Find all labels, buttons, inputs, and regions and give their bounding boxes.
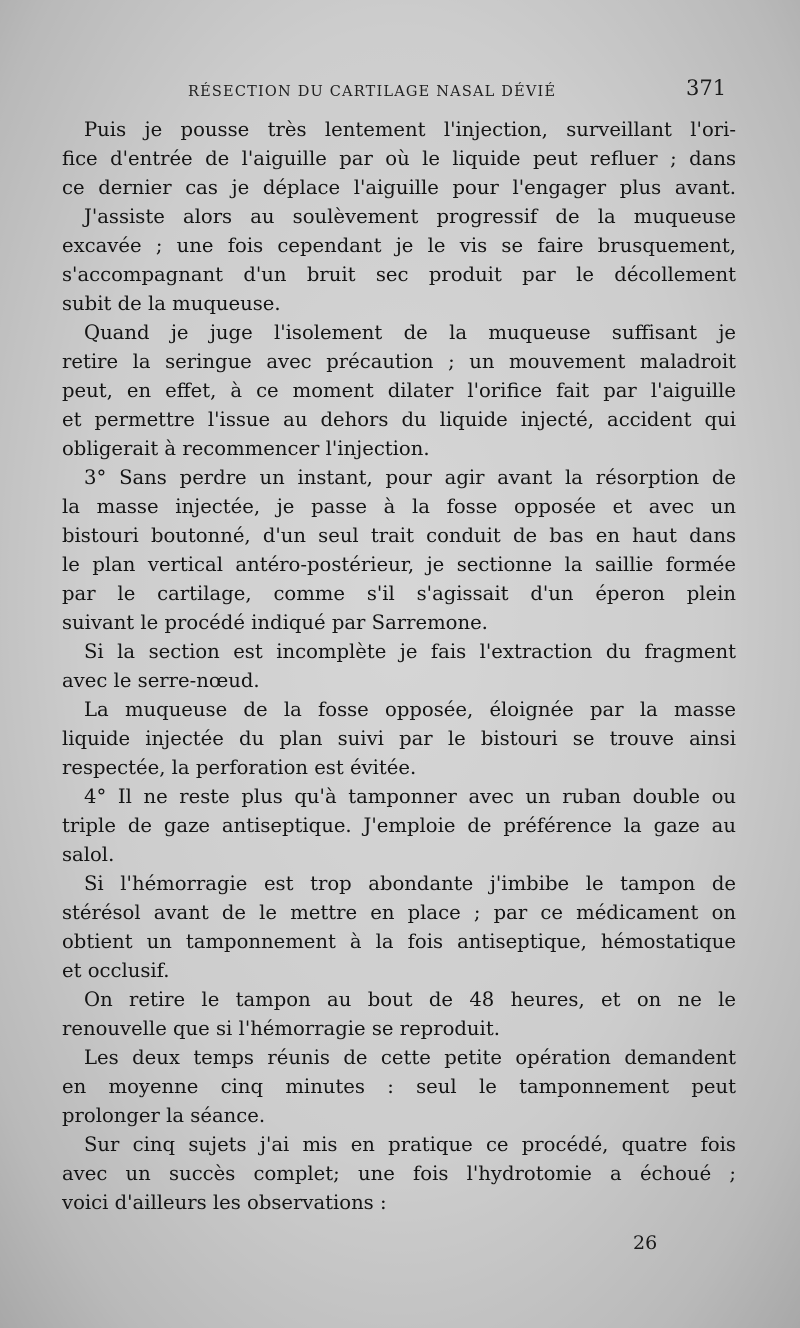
text-line: suivant le procédé indiqué par Sarremone.: [62, 611, 488, 634]
text-line: fice d'entrée de l'aiguille par où le liquide peut refluer ; dans: [62, 147, 736, 170]
page-number: 371: [686, 76, 727, 100]
text-line: On retire le tampon au bout de 48 heures, et on ne le: [84, 988, 736, 1011]
text-line: respectée, la perforation est évitée.: [62, 756, 417, 779]
text-line: excavée ; une fois cependant je le vis se faire brusquement,: [62, 234, 736, 257]
text-line: peut, en effet, à ce moment dilater l'orifice fait par l'aiguille: [62, 379, 736, 402]
text-line: voici d'ailleurs les observations :: [62, 1191, 387, 1214]
text-line: 4° Il ne reste plus qu'à tamponner avec un ruban double ou: [84, 785, 736, 808]
text-line: la masse injectée, je passe à la fosse opposée et avec un: [62, 495, 736, 518]
text-line: Sur cinq sujets j'ai mis en pratique ce procédé, quatre fois: [84, 1133, 736, 1156]
text-line: avec un succès complet; une fois l'hydrotomie a échoué ;: [62, 1162, 736, 1185]
text-line: stérésol avant de le mettre en place ; par ce médicament on: [62, 901, 736, 924]
text-line: ce dernier cas je déplace l'aiguille pour l'engager plus avant.: [62, 176, 736, 199]
text-line: 3° Sans perdre un instant, pour agir avant la résorption de: [84, 466, 736, 489]
text-line: obligerait à recommencer l'injection.: [62, 437, 430, 460]
text-line: salol.: [62, 843, 115, 866]
text-line: Puis je pousse très lentement l'injection, surveillant l'ori-: [84, 118, 736, 141]
text-line: avec le serre-nœud.: [62, 669, 260, 692]
text-line: prolonger la séance.: [62, 1104, 266, 1127]
text-line: Si la section est incomplète je fais l'extraction du fragment: [84, 640, 736, 663]
text-line: s'accompagnant d'un bruit sec produit par le décollement: [62, 263, 736, 286]
running-title: RÉSECTION DU CARTILAGE NASAL DÉVIÉ: [188, 84, 557, 100]
page-header: [0, 76, 800, 106]
text-line: J'assiste alors au soulèvement progressif de la muqueuse: [84, 205, 736, 228]
text-line: liquide injectée du plan suivi par le bistouri se trouve ainsi: [62, 727, 736, 750]
signature-number: 26: [633, 1232, 658, 1254]
text-line: La muqueuse de la fosse opposée, éloignée par la masse: [84, 698, 736, 721]
text-line: triple de gaze antiseptique. J'emploie de préférence la gaze au: [62, 814, 736, 837]
text-line: et occlusif.: [62, 959, 170, 982]
text-line: obtient un tamponnement à la fois antiseptique, hémostatique: [62, 930, 736, 953]
text-line: Quand je juge l'isolement de la muqueuse suffisant je: [84, 321, 736, 344]
text-line: subit de la muqueuse.: [62, 292, 281, 315]
text-line: renouvelle que si l'hémorragie se reproduit.: [62, 1017, 500, 1040]
text-line: en moyenne cinq minutes : seul le tamponnement peut: [62, 1075, 736, 1098]
text-line: Si l'hémorragie est trop abondante j'imbibe le tampon de: [84, 872, 736, 895]
text-line: retire la seringue avec précaution ; un mouvement maladroit: [62, 350, 736, 373]
text-line: bistouri boutonné, d'un seul trait conduit de bas en haut dans: [62, 524, 736, 547]
text-line: le plan vertical antéro-postérieur, je sectionne la saillie formée: [62, 553, 736, 576]
text-line: par le cartilage, comme s'il s'agissait d'un éperon plein: [62, 582, 736, 605]
text-line: Les deux temps réunis de cette petite opération demandent: [84, 1046, 736, 1069]
text-line: et permettre l'issue au dehors du liquide injecté, accident qui: [62, 408, 736, 431]
